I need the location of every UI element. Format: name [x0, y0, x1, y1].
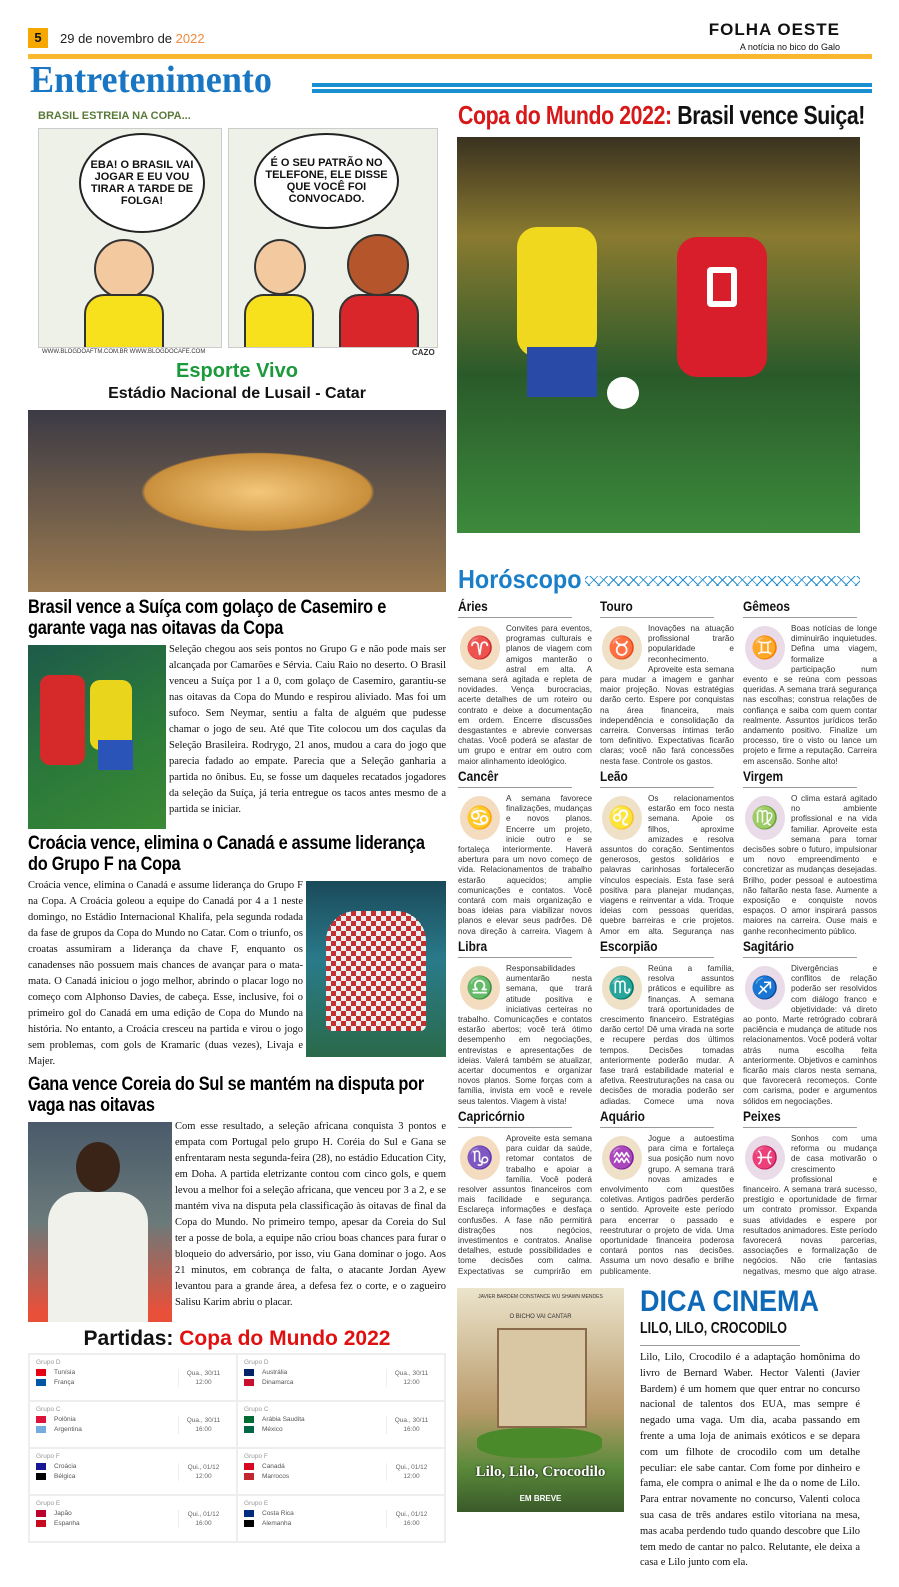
match-group: Grupo D: [36, 1359, 61, 1366]
match-date: Qua., 30/11: [394, 1370, 429, 1377]
horoscope-libra: [458, 938, 592, 1108]
match-date: Qua., 30/11: [186, 1417, 221, 1424]
match-group: Grupo F: [244, 1453, 268, 1460]
article-2-photo: [306, 881, 446, 1057]
team-name: Bélgica: [54, 1473, 76, 1480]
comic-credit: WWW.BLOGDOAFTM.COM.BR WWW.BLOGDOCAFE.COM: [42, 349, 206, 355]
sign-text: [743, 1134, 877, 1278]
flag-icon: [244, 1379, 254, 1386]
poster-cast: JAVIER BARDEM CONSTANCE WU SHAWN MENDES: [478, 1294, 603, 1300]
sign-text-body: A semana favorece finalizações, mudanças e novos planos. Encerre um projeto, inicie outro e se fortaleça interiormente. Haverá abertura para um novo começo de vida. Relacionamentos de trabalho estarão aquecidos; amplie comunicações e contatos. Você contará com mais organização e boas ideias para viabilizar novos planos e elevar seus padrões. Dê nova direção à carreira. Viagem à: [458, 794, 592, 936]
match-time: 16:00: [403, 1426, 420, 1433]
flag-icon: [36, 1416, 46, 1423]
article-2-headline: Croácia vence, elimina o Canadá e assume liderança do Grupo F na Copa: [28, 833, 425, 875]
match-time: 12:00: [195, 1379, 212, 1386]
sign-text: [458, 624, 592, 767]
sign-name: Touro: [600, 598, 714, 618]
date-text: 29 de novembro de: [60, 31, 176, 46]
match-time: 16:00: [195, 1520, 212, 1527]
cinema-divider: [640, 1345, 800, 1346]
sign-text-body: Reúna a família, resolva assuntos práticos e equilibre as finanças. A semana trará oportunidades de crescimento financeiro. Estratégias darão certo! Dê uma virada na sorte e recupere perdas dos últimos tempos. Decisões tomadas anteriormente poderão mudar. A fase trará estabilidade material e afetiva. Reestruturações na casa ou decisões de moradia poderão ser adiadas. Comece uma nova: [600, 964, 734, 1106]
sign-text-body: Sonhos com uma reforma ou mudança de casa motivarão o crescimento profissional e financeiro. A semana trará sucesso, prestígio e oportunidade de firmar um contrato promissor. Expanda suas atividades e espere por resultados animadores. Este período favorecerá novas parcerias, associações e formalização de negócios. Não crie fantasias negativas, mesmo que algo atrase.: [743, 1134, 877, 1276]
article-1-headline: Brasil vence a Suíça com golaço de Casemiro e garante vaga nas oitavas da Copa: [28, 597, 387, 639]
match-date: Qui., 01/12: [395, 1511, 428, 1518]
zodiac-icon: ♈: [460, 626, 500, 670]
horoscope-aries: [458, 598, 592, 768]
left-column-articles: [28, 597, 446, 1543]
match-date: Qui., 01/12: [187, 1464, 220, 1471]
brazil-switzerland-photo: [457, 137, 860, 533]
poster-tagline: O BICHO VAI CANTAR: [509, 1314, 572, 1320]
horoscope-escorpiao: [600, 938, 734, 1108]
poster-release: EM BREVE: [519, 1494, 562, 1503]
match-card: [237, 1448, 445, 1495]
horoscope-divider: [585, 576, 860, 586]
sign-name: Áries: [458, 598, 572, 618]
speech-bubble: EBA! O BRASIL VAI JOGAR E EU VOU TIRAR A TARDE DE FOLGA!: [79, 133, 205, 233]
team-name: Costa Rica: [262, 1510, 294, 1517]
match-card: [29, 1354, 237, 1401]
section-title: Entretenimento: [30, 59, 272, 101]
speech-bubble: É O SEU PATRÃO NO TELEFONE, ELE DISSE QUE VOCÊ FOI CONVOCADO.: [254, 133, 399, 229]
character-hair: [347, 234, 409, 296]
flag-icon: [36, 1369, 46, 1376]
flag-icon: [36, 1520, 46, 1527]
match-time: 16:00: [403, 1520, 420, 1527]
flag-icon: [36, 1510, 46, 1517]
sign-text: [743, 624, 877, 767]
poster-title: Lilo, Lilo, Crocodilo: [475, 1464, 606, 1480]
character-shirt: [84, 294, 164, 348]
team-name: Alemanha: [262, 1520, 292, 1527]
sign-name: Gêmeos: [743, 598, 857, 618]
sign-name: Cancêr: [458, 768, 572, 788]
team-name: Marrocos: [262, 1473, 290, 1480]
matches-title: [28, 1326, 446, 1351]
match-time: 12:00: [403, 1379, 420, 1386]
match-datetime: [386, 1510, 436, 1528]
match-date: Qui., 01/12: [395, 1464, 428, 1471]
match-card: [237, 1354, 445, 1401]
sign-name: Libra: [458, 938, 572, 958]
sign-text: [458, 794, 592, 938]
cinema-review: Lilo, Lilo, Crocodilo é a adaptação homônima do livro de Bernard Waber. Hector Valenti (Javier Bardem) é um homem que quer entrar no concurso nacional de talentos dos EUA, mas sempre é negado uma vaga. Um dia, acaba passando em frente a uma loja de animais exóticos e se depara com um filhote de crocodilo com um detalhe peculiar: ele sabe cantar. Com fome por dinheiro e fama, ele compra o animal e lhe da o nome de Lilo. Para entrar novamente no concurso, Valenti coloca sua casa de três andares estilo vitoriana na mesa, mas acaba perdendo tudo quando descobre que Lilo tem medo de cantar no palco. Relutante, ele deixa a casa e Lilo junto com ela.: [640, 1352, 860, 1569]
zodiac-icon: ♓: [745, 1136, 785, 1180]
flag-icon: [244, 1426, 254, 1433]
sign-text-body: O clima estará agitado no ambiente profissional e na vida familiar. Aproveite esta semana para tomar decisões sobre o futuro, impulsionar um novo empreendimento e concretizar as mudanças desejadas. Brilho, poder pessoal e autoestima não faltarão nesta fase. Aumente a exposição e conquiste novos espaços. O amor inspirará passos maiores na carreira. Ouse mais e ganhe reconhecimento público.: [743, 794, 877, 936]
comic-panel-1: [38, 128, 222, 348]
page-number: 5: [28, 28, 48, 48]
zodiac-icon: ♋: [460, 796, 500, 840]
sign-text: [600, 964, 734, 1108]
sign-name: Leão: [600, 768, 714, 788]
date-year: 2022: [175, 31, 205, 46]
cinema-title: DICA CINEMA: [640, 1285, 820, 1318]
article-2-body: Croácia vence, elimina o Canadá e assume liderança do Grupo F na Copa. A Croácia goleou a equipe do Canadá por 4 a 1 neste domingo, no Estádio Internacional Khalifa, pela segunda rodada da fase de grupos da Copa do Mundo no Catar. Com o triunfo, os croatas assumiram a liderança da chave F, enquanto os canadenses não possuem mais chances de avançar para o mata-mata. O Canadá iniciou o jogo melhor, abrindo o placar logo no começo com Alphonso Davies, de cabeça. Esse, inclusive, foi o primeiro gol do Canadá em uma edição de Copa do Mundo na história. No entanto, a Croácia cresceu na partida e virou o jogo sem problemas, com gols de Kramaric (duas vezes), Livaja e Majer.: [28, 880, 303, 1067]
match-datetime: [386, 1463, 436, 1481]
stadium-caption: Estádio Nacional de Lusail - Catar: [108, 385, 366, 402]
sign-text-body: Boas notícias de longe diminuirão inquietudes. Defina uma viagem, formalize a participação num evento e se reúna com pessoas queridas. A semana trará segurança nas escolhas; construa relações de confiança e saiba com quem contar realmente. Assuntos jurídicos terão andamento positivo. Finalize um processo, tire o visto ou lance um projeto e firme a reputação. Carreira em ascensão. Sonhe alto!: [743, 624, 877, 766]
match-card: [237, 1495, 445, 1542]
match-group: Grupo C: [244, 1406, 269, 1413]
article-1-body: Seleção chegou aos seis pontos no Grupo G e não pode mais ser alcançada por Camarões e Sérvia. Caiu Raio no deserto. O Brasil venceu a Suíça por 1 a 0, com golaço de Casemiro, garantiu-se nas oitavas da Copa do Mundo e respirou aliviado. Mas foi um sufoco. Sem Neymar, sentiu a falta de alguém que pudesse chamar o jogo de seu. Até que Tite colocou um dos caçulas da Seleção Brasileira. Rodrygo, 21 anos, mudou a cara do jogo que parecia fadado ao empate. Parecia que a Seleção ganharia a partida no ônibus. Eu, se fosse um daqueles recatados jogadores da seleção da Suíça, já teria entregue os tacos antes mesmo de a partida se iniciar.: [169, 644, 446, 815]
team-name: Arábia Saudita: [262, 1416, 305, 1423]
team-name: Austrália: [262, 1369, 288, 1376]
match-time: 12:00: [195, 1473, 212, 1480]
sign-text-body: Inovações na atuação profissional trarão popularidade e reconhecimento. Aproveite esta semana para mudar a imagem e ganhar maior projeção. Novas estratégias darão certo. Espere por conquistas na área financeira, mais independência e consolidação da carreira. Conversas íntimas terão tom definitivo. Expectativas ficarão claras; você não fará concessões nesta fase. Controle os gastos.: [600, 624, 734, 766]
copa-headline-red: Copa do Mundo 2022:: [458, 100, 672, 130]
section-divider: [312, 83, 872, 93]
horoscope-leao: [600, 768, 734, 938]
flag-icon: [36, 1379, 46, 1386]
copa-headline: [458, 100, 865, 131]
sign-text: [743, 964, 877, 1107]
team-name: Tunísia: [54, 1369, 76, 1376]
matches-title-red: Copa do Mundo 2022: [179, 1327, 391, 1350]
team-name: Japão: [54, 1510, 72, 1517]
movie-poster: [457, 1288, 624, 1512]
character-shirt: [339, 294, 419, 348]
flag-icon: [244, 1473, 254, 1480]
sign-name: Aquário: [600, 1108, 714, 1128]
esporte-vivo-title: Esporte Vivo: [176, 360, 298, 382]
article-2: [28, 881, 446, 1070]
flag-icon: [36, 1463, 46, 1470]
flag-icon: [244, 1520, 254, 1527]
sign-text-body: Os relacionamentos estarão em foco nesta semana. Apoie os filhos, aproxime amizades e resolva assuntos do coração. Sentimentos generosos, gestos solidários e palavras carinhosas fortalecerão vínculos especiais. Esta fase será positiva para planejar mudanças, viagens e reinventar a vida. Troque ideias com pessoas queridas, quebre barreiras e crie projetos. Amor em alta. Segurança nas: [600, 794, 734, 936]
sign-name: Virgem: [743, 768, 857, 788]
character-face: [94, 239, 154, 299]
flag-icon: [244, 1369, 254, 1376]
horoscope-gemeos: [743, 598, 877, 768]
comic-signature: CAZO: [412, 348, 435, 357]
flag-icon: [36, 1473, 46, 1480]
team-name: Canadá: [262, 1463, 285, 1470]
match-date: Qua., 30/11: [186, 1370, 221, 1377]
horoscope-touro: [600, 598, 734, 768]
team-name: Argentina: [54, 1426, 82, 1433]
zodiac-icon: ♌: [602, 796, 642, 840]
team-name: Polônia: [54, 1416, 76, 1423]
zodiac-icon: ♏: [602, 966, 642, 1010]
comic-panel-2: [228, 128, 438, 348]
sign-text-body: Convites para eventos, programas culturais e planos de viagem com amigos manterão o astral em alta. A semana será agitada e repleta de novidades. Vença burocracias, acerte detalhes de um roteiro ou contrato e deixe a documentação em ordem. Encerre discussões desgastantes e abrevie conversas chatas. Você poderá se afastar de um grupo e entrar em outro com maior alinhamento ideológico.: [458, 624, 592, 766]
article-3-photo: [28, 1122, 172, 1322]
team-name: México: [262, 1426, 283, 1433]
match-time: 16:00: [195, 1426, 212, 1433]
sign-text: [600, 624, 734, 767]
sign-text: [743, 794, 877, 937]
article-3-headline: Gana vence Coreia do Sul se mantém na disputa por vaga nas oitavas: [28, 1074, 424, 1116]
zodiac-icon: ♉: [602, 626, 642, 670]
comic-caption: BRASIL ESTREIA NA COPA...: [38, 110, 191, 122]
sign-name: Sagitário: [743, 938, 857, 958]
zodiac-icon: ♊: [745, 626, 785, 670]
team-name: Dinamarca: [262, 1379, 294, 1386]
matches-title-black: Partidas:: [83, 1327, 180, 1350]
match-time: 12:00: [403, 1473, 420, 1480]
match-card: [29, 1495, 237, 1542]
zodiac-icon: ♒: [602, 1136, 642, 1180]
zodiac-icon: ♎: [460, 966, 500, 1010]
match-date: Qua., 30/11: [394, 1417, 429, 1424]
zodiac-icon: ♐: [745, 966, 785, 1010]
newspaper-name: FOLHA OESTE: [708, 20, 840, 39]
zodiac-icon: ♑: [460, 1136, 500, 1180]
team-name: Croácia: [54, 1463, 77, 1470]
article-3-body: Com esse resultado, a seleção africana conquista 3 pontos e empata com Portugal pelo grupo H. Coréia do Sul e Gana se enfrentaram nesta segunda-feira (28), no estádio Education City, em Doha. A partida eletrizante contou com cinco gols, e quem levou a melhor foi a seleção africana, que venceu por 3 a 2, e se mantém viva na disputa pela classificação às oitavas de final da Copa do Mundo. No primeiro tempo, apesar da Coreia do Sul ter a posse de bola, a equipe não criou boas chances para furar o bloqueio do adversário, por isso, viu Gana dominar o jogo. Aos 21 minutos, em cobrança de falta, o atacante Jordan Ayew levantou para a grande área, a defesa fez o corte, e o zagueiro Salisu Karim abriu o placar.: [175, 1121, 446, 1308]
team-name: Espanha: [54, 1520, 80, 1527]
stadium-image: [28, 410, 446, 592]
match-group: Grupo F: [36, 1453, 60, 1460]
copa-headline-black: Brasil vence Suiça!: [671, 100, 865, 130]
article-1-photo: [28, 645, 166, 829]
matches-table: [28, 1353, 446, 1543]
match-group: Grupo E: [244, 1500, 269, 1507]
horoscope-virgem: [743, 768, 877, 938]
character-shirt: [244, 294, 314, 348]
sign-text-body: Aproveite esta semana para cuidar da saúde, retomar contatos de trabalho e apoiar a família. Você poderá resolver assuntos financeiros com mais facilidade e segurança. Esclareça informações e desfaça confusões. A fase não permitirá distrações nos negócios, investimentos e contratos. Analise detalhes, estude possibilidades e tome decisões com calma. Expectativas se cumprirão em: [458, 1134, 592, 1276]
flag-icon: [244, 1463, 254, 1470]
sign-text: [458, 964, 592, 1107]
sign-text: [600, 794, 734, 938]
sign-name: Peixes: [743, 1108, 857, 1128]
jersey-number-mark: [707, 267, 737, 307]
character-face: [254, 239, 306, 295]
horoscope-peixes: [743, 1108, 877, 1278]
match-datetime: [178, 1369, 228, 1387]
match-datetime: [178, 1416, 228, 1434]
horoscope-capricornio: [458, 1108, 592, 1278]
sign-name: Escorpião: [600, 938, 714, 958]
flag-icon: [36, 1426, 46, 1433]
sign-text-body: Jogue a autoestima para cima e fortaleça sua posição num novo grupo. A semana trará novas amizades e envolvimento com questões coletivas. Antigos padrões perderão o sentido. Aproveite este período para encerrar o passado e reestruturar o projeto de vida. Uma oportunidade financeira poderosa contará pontos nas decisões. Assuma um novo desafio e brilhe publicamente.: [600, 1134, 734, 1276]
match-date: Qui., 01/12: [187, 1511, 220, 1518]
article-3: [28, 1122, 446, 1322]
match-group: Grupo E: [36, 1500, 61, 1507]
article-1: [28, 645, 446, 829]
match-card: [29, 1401, 237, 1448]
horoscope-title: Horóscopo: [458, 564, 582, 594]
horoscope-sagitario: [743, 938, 877, 1108]
match-group: Grupo C: [36, 1406, 61, 1413]
match-card: [237, 1401, 445, 1448]
match-datetime: [178, 1463, 228, 1481]
horoscope-cancer: [458, 768, 592, 938]
match-datetime: [386, 1416, 436, 1434]
flag-icon: [244, 1510, 254, 1517]
issue-date: [60, 31, 205, 46]
flag-icon: [244, 1416, 254, 1423]
cinema-movie-title: LILO, LILO, CROCODILO: [640, 1320, 787, 1337]
match-datetime: [386, 1369, 436, 1387]
match-group: Grupo D: [244, 1359, 269, 1366]
match-card: [29, 1448, 237, 1495]
zodiac-icon: ♍: [745, 796, 785, 840]
sign-text: [600, 1134, 734, 1277]
match-datetime: [178, 1510, 228, 1528]
sign-name: Capricórnio: [458, 1108, 572, 1128]
team-name: França: [54, 1379, 75, 1386]
sign-text: [458, 1134, 592, 1278]
horoscope-aquario: [600, 1108, 734, 1278]
sign-text-body: Divergências e conflitos de relação poderão ser resolvidos com diálogo franco e objetividade: vá direto ao ponto. Marte retrógrado cobrará paciência e mudança de atitude nos relacionamentos. Você poderá voltar atrás numa escolha feita anteriormente. Objetivos e caminhos ficarão mais claros nesta semana, que favorecerá recomeços. Conte com carisma, poder e argumentos sólidos em negociações.: [743, 964, 877, 1106]
newspaper-tagline: A notícia no bico do Galo: [739, 42, 840, 52]
sign-text-body: Responsabilidades aumentarão nesta semana, que trará atitude positiva e iniciativas certeiras no trabalho. Comunicações e contatos estarão abertos; você terá ótimo desempenho em negociações, entrevistas e apresentações de ideias. Valerá também se atualizar, acertar documentos e organizar novos planos. Some forças com a família, invista em você e revele seus talentos. Viagem à vista!: [458, 964, 592, 1106]
